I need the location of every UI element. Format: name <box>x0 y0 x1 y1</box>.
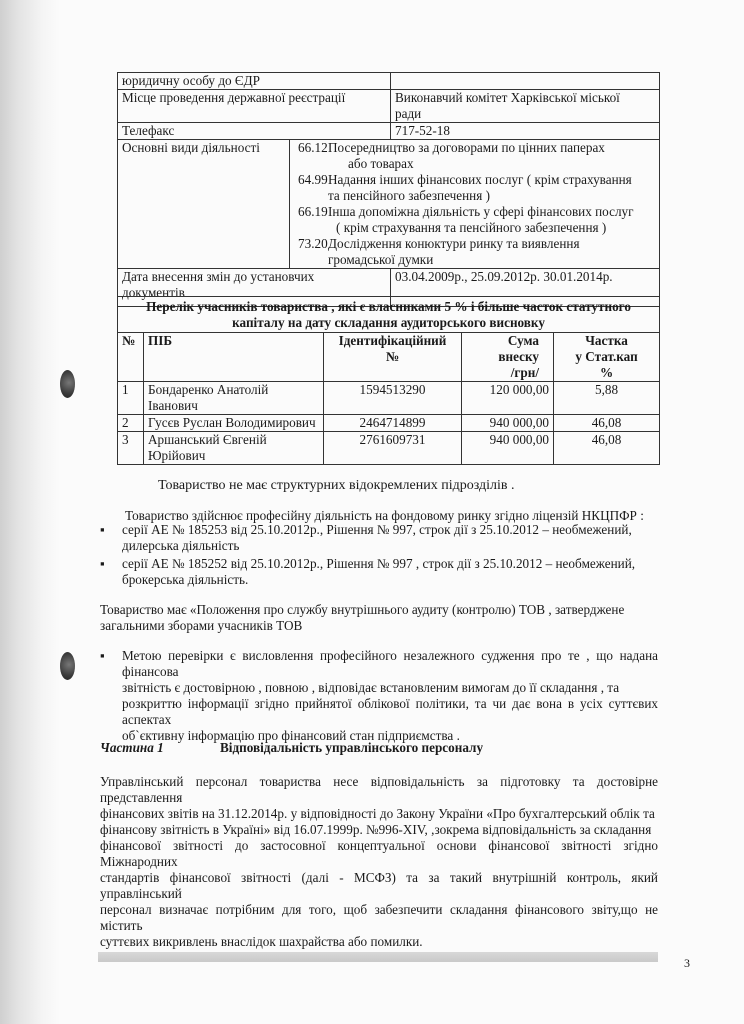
cell-label: Телефакс <box>118 123 391 140</box>
activity-item <box>298 172 655 188</box>
text-line: фінансову звітність в Україні» від 16.07.1999р. №996-XIV, ,зокрема відповідальність за складання <box>100 822 652 837</box>
activity-text: та пенсійного забезпечення ) <box>328 188 490 203</box>
members-table <box>117 296 660 465</box>
text-line: об`єктивну інформацію про фінансовий стан підприємства . <box>122 728 460 743</box>
table-header-row <box>118 333 660 382</box>
activity-code: 66.12 <box>298 140 328 155</box>
text-line: Товариство має «Положення про службу внутрішнього аудиту (контролю) ТОВ , затверджене <box>100 602 625 617</box>
cell-num: 3 <box>118 432 144 465</box>
text-line: розкриттю інформації згідно прийнятої облікової політики, та чи дає вона в усіх суттєвих аспектах <box>122 696 658 727</box>
text-line: серії АЕ № 185252 від 25.10.2012р., Рішення № 997 , строк дії з 25.10.2012 – необмежений, <box>122 556 636 571</box>
text-line: Дата внесення змін до установчих <box>122 269 315 284</box>
cell-value <box>391 73 660 90</box>
table-row <box>118 415 660 432</box>
text-line: Метою перевірки є висловлення професійного незалежного судження про те , що надана фінансова <box>122 648 658 679</box>
audit-purpose <box>122 648 658 744</box>
cell-value: 717-52-18 <box>391 123 660 140</box>
footer-rule <box>98 952 658 962</box>
text-line: Сума <box>507 333 539 348</box>
text-line: Перелік учасників товариства , які є власниками 5 % і більше часток статутного <box>146 299 631 314</box>
activity-item <box>298 236 655 252</box>
text-line: серії АЕ № 185253 від 25.10.2012р., Рішення № 997, строк дії з 25.10.2012 – необмежений, <box>122 522 632 537</box>
no-branches-statement: Товариство не має структурних відокремлених підрозділів . <box>158 478 515 493</box>
activity-text: Посередництво за договорами по цінних паперах <box>328 140 605 155</box>
cell-label: юридичну особу до ЄДР <box>118 73 391 90</box>
cell-sum: 120 000,00 <box>462 382 554 415</box>
activity-item <box>298 140 655 156</box>
text-line: стандартів фінансової звітності (далі - МСФЗ) та за такий внутрішній контроль, який управлінський <box>100 870 658 901</box>
text-line: персонал визначає потрібним для того, щоб забезпечити складання фінансового звіту,що не містить <box>100 902 658 933</box>
cell-name <box>144 382 324 415</box>
header-name: ПІБ <box>144 333 324 382</box>
activity-text: або товарах <box>348 156 414 171</box>
activity-code: 73.20 <box>298 236 328 251</box>
activity-text: Інша допоміжна діяльність у сфері фінансових послуг <box>328 204 634 219</box>
header-id <box>324 333 462 382</box>
text-line: Аршанський Євгеній <box>148 432 267 447</box>
cell-id: 1594513290 <box>324 382 462 415</box>
activities-cell <box>290 140 660 269</box>
activity-text: Надання інших фінансових послуг ( крім страхування <box>328 172 632 187</box>
responsibility-paragraph <box>100 774 658 950</box>
cell-value <box>391 90 660 123</box>
text-line: документів <box>122 285 185 300</box>
bullet-icon: ▪ <box>100 556 105 571</box>
activity-text: Дослідження конюктури ринку та виявлення <box>328 236 580 251</box>
members-table-title <box>118 297 660 333</box>
text-line: капіталу на дату складання аудиторського висновку <box>232 315 545 330</box>
text-line: брокерська діяльність. <box>122 572 249 587</box>
text-line: Виконавчий комітет Харківської міської <box>395 90 620 105</box>
section-title: Відповідальність управлінського персоналу <box>220 740 484 755</box>
activity-text: громадської думки <box>328 252 434 267</box>
activity-code: 64.99 <box>298 172 328 187</box>
text-line: суттєвих викривлень внаслідок шахрайства або помилки. <box>100 934 423 949</box>
text-line: ради <box>395 106 422 121</box>
text-line: Частка <box>585 333 628 348</box>
cell-name <box>144 432 324 465</box>
license-intro: Товариство здійснює професійну діяльність на фондовому ринку згідно ліцензій НКЦПФР : <box>125 508 644 523</box>
text-line: Ідентифікаційний <box>338 333 447 348</box>
activity-code: 66.19 <box>298 204 328 219</box>
cell-sum: 940 000,00 <box>462 415 554 432</box>
bullet-icon: ▪ <box>100 648 105 663</box>
text-line: фінансових звітів на 31.12.2014р. у відповідності до Закону України «Про бухгалтерський облік та <box>100 806 655 821</box>
cell-name: Гусєв Руслан Володимирович <box>144 415 324 432</box>
text-line: внеску <box>498 349 539 364</box>
text-line: звітність є достовірною , повною , відповідає встановленим вимогам до її складання , та <box>122 680 620 695</box>
cell-share: 46,08 <box>554 415 660 432</box>
cell-id: 2464714899 <box>324 415 462 432</box>
cell-share: 5,88 <box>554 382 660 415</box>
text-line: Управлінський персонал товариства несе відповідальність за підготовку та достовірне представлення <box>100 774 658 805</box>
table-row <box>118 382 660 415</box>
cell-id: 2761609731 <box>324 432 462 465</box>
text-line: у Стат.кап <box>575 349 638 364</box>
header-sum <box>462 333 554 382</box>
cell-label: Місце проведення державної реєстрації <box>118 90 391 123</box>
section-label: Частина 1 <box>100 740 164 755</box>
cell-value: 03.04.2009р., 25.09.2012р. 30.01.2014р. <box>391 269 660 307</box>
text-line: дилерська діяльність <box>122 538 240 553</box>
text-line: фінансової звітності до застосовної концептуальної основи фінансової звітності згідно Міжнародних <box>100 838 658 869</box>
page-number: 3 <box>684 956 690 970</box>
internal-audit-statement <box>100 602 624 634</box>
cell-share: 46,08 <box>554 432 660 465</box>
activity-item <box>298 204 655 220</box>
header-num: № <box>118 333 144 382</box>
text-line: /грн/ <box>510 365 539 380</box>
bullet-icon: ▪ <box>100 522 105 537</box>
table-row <box>118 432 660 465</box>
header-share <box>554 333 660 382</box>
license-item <box>122 556 635 588</box>
cell-num: 1 <box>118 382 144 415</box>
cell-num: 2 <box>118 415 144 432</box>
text-line: Іванович <box>148 398 198 413</box>
text-line: загальними зборами учасників ТОВ <box>100 618 303 633</box>
text-line: № <box>385 349 400 364</box>
company-info-table <box>117 72 660 307</box>
license-item <box>122 522 632 554</box>
text-line: % <box>599 365 614 380</box>
cell-sum: 940 000,00 <box>462 432 554 465</box>
text-line: Бондаренко Анатолій <box>148 382 269 397</box>
activity-text: ( крім страхування та пенсійного забезпечення ) <box>336 220 607 235</box>
cell-label: Основні види діяльності <box>118 140 290 269</box>
text-line: Юрійович <box>148 448 206 463</box>
